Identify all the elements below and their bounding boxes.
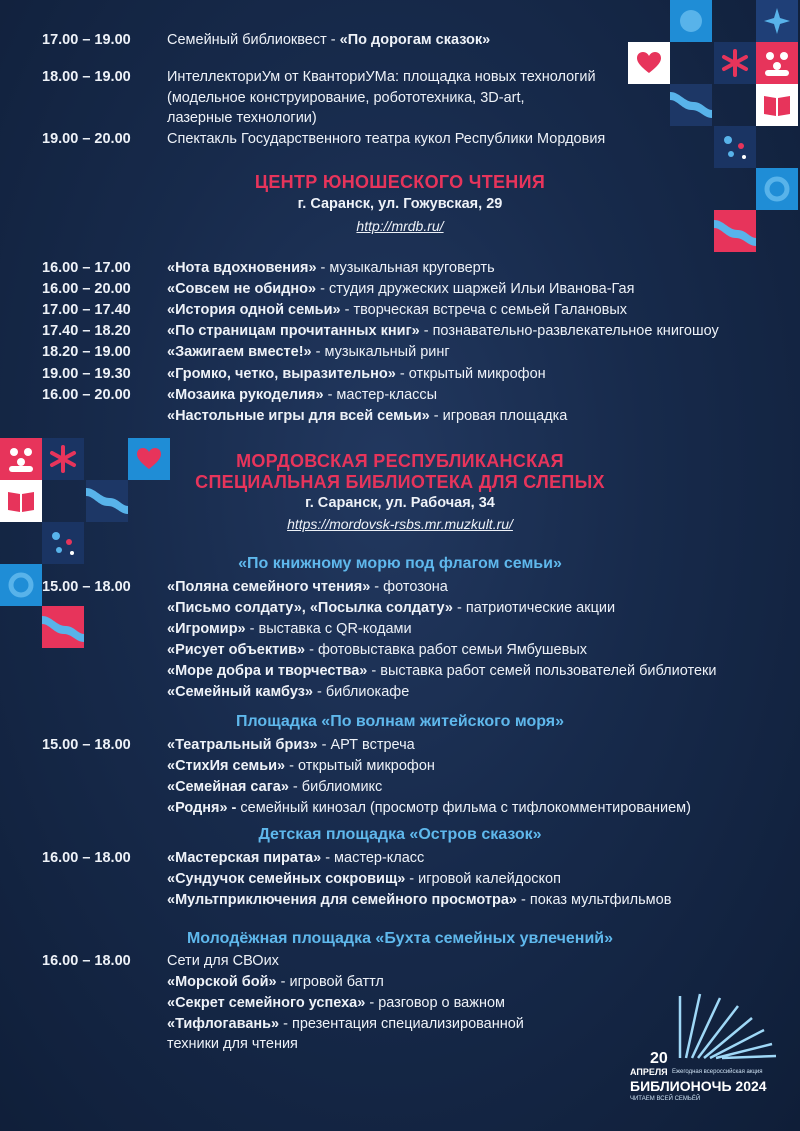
- event-desc: «Сундучок семейных сокровищ» - игровой калейдоскоп: [167, 871, 561, 887]
- sparkle-tile-icon: [756, 0, 798, 42]
- event-desc: «Игромир» - выставка с QR-кодами: [167, 621, 412, 637]
- venue-title-line2: СПЕЦИАЛЬНАЯ БИБЛИОТЕКА ДЛЯ СЛЕПЫХ: [195, 472, 605, 492]
- venue-title: ЦЕНТР ЮНОШЕСКОГО ЧТЕНИЯ: [254, 172, 546, 192]
- venue-address: г. Саранск, ул. Рабочая, 34: [305, 495, 495, 511]
- section-title: Молодёжная площадка «Бухта семейных увлечений»: [186, 930, 614, 947]
- book-tile-icon: [0, 480, 42, 522]
- wave-tile-icon: [714, 210, 756, 252]
- event-time: 17.00 – 19.00: [42, 32, 131, 48]
- event-desc: «Мозаика рукоделия» - мастер-классы: [167, 387, 438, 403]
- event-time: 16.00 – 20.00: [42, 387, 131, 403]
- heart-tile-icon: [628, 42, 670, 84]
- event-desc: «Мастерская пирата» - мастер-класс: [167, 850, 425, 866]
- event-desc: «Зажигаем вместе!» - музыкальный ринг: [167, 344, 450, 360]
- dots-tile-icon: [714, 126, 756, 168]
- event-time: 15.00 – 18.00: [42, 737, 131, 753]
- event-desc: техники для чтения: [167, 1036, 298, 1052]
- event-desc: «Поляна семейного чтения» - фотозона: [167, 579, 448, 595]
- event-time: 16.00 – 18.00: [42, 953, 131, 969]
- event-desc: «Родня» - семейный кинозал (просмотр фильма с тифлокомментированием): [167, 800, 691, 816]
- event-desc: «История одной семьи» - творческая встреча с семьей Галановых: [167, 302, 628, 318]
- event-time: 17.00 – 17.40: [42, 302, 131, 318]
- circle-tile-icon: [670, 0, 712, 42]
- venue-link[interactable]: https://mordovsk-rsbs.mr.muzkult.ru/: [287, 516, 513, 532]
- logo-subtitle: Ежегодная всероссийская акция: [672, 1069, 763, 1075]
- wave-tile-icon: [86, 480, 128, 522]
- venue-title-line1: МОРДОВСКАЯ РЕСПУБЛИКАНСКАЯ: [236, 451, 564, 471]
- section-title: Детская площадка «Остров сказок»: [258, 826, 542, 843]
- event-desc: Спектакль Государственного театра кукол Республики Мордовия: [167, 131, 606, 147]
- event-desc: «Семейная сага» - библиомикс: [167, 779, 383, 795]
- event-desc: ИнтеллекториУм от КванториУМа: площадка новых технологий: [167, 69, 596, 85]
- venue-address: г. Саранск, ул. Гожувская, 29: [297, 196, 503, 212]
- event-desc: «Мультприключения для семейного просмотра» - показ мультфильмов: [167, 892, 672, 908]
- ring-tile-icon: [0, 564, 42, 606]
- event-desc: «Театральный бриз» - АРТ встреча: [167, 737, 415, 753]
- wave-tile-icon: [42, 606, 84, 648]
- ring-tile-icon: [756, 168, 798, 210]
- event-time: 19.00 – 20.00: [42, 131, 131, 147]
- event-desc: «СтихИя семьи» - открытый микрофон: [167, 758, 435, 774]
- event-desc: «Совсем не обидно» - студия дружеских шаржей Ильи Иванова-Гая: [167, 281, 635, 297]
- logo-slogan: ЧИТАЕМ ВСЕЙ СЕМЬЁЙ: [630, 1096, 701, 1102]
- event-desc: «Секрет семейного успеха» - разговор о важном: [167, 995, 505, 1011]
- event-desc: «Семейный камбуз» - библиокафе: [167, 684, 410, 700]
- section-title: «По книжному морю под флагом семьи»: [238, 555, 562, 572]
- event-time: 16.00 – 17.00: [42, 260, 131, 276]
- event-time: 16.00 – 18.00: [42, 850, 131, 866]
- event-desc: лазерные технологии): [167, 110, 317, 126]
- event-desc: «По страницам прочитанных книг» - познавательно-развлекательное книгошоу: [167, 323, 719, 339]
- logo-month: АПРЕЛЯ: [630, 1067, 668, 1077]
- logo-day: 20: [650, 1050, 668, 1067]
- flower-tile-icon: [714, 42, 756, 84]
- event-desc: «Громко, четко, выразительно» - открытый микрофон: [167, 366, 546, 382]
- event-desc: «Тифлогавань» - презентация специализированной: [167, 1016, 524, 1032]
- section-title: Площадка «По волнам житейского моря»: [235, 713, 565, 730]
- event-time: 18.00 – 19.00: [42, 69, 131, 85]
- event-desc: «Нота вдохновения» - музыкальная круговерть: [167, 260, 495, 276]
- event-time: 19.00 – 19.30: [42, 366, 131, 382]
- biblionoch-logo: [628, 990, 778, 1110]
- event-time: 16.00 – 20.00: [42, 281, 131, 297]
- venue-link[interactable]: http://mrdb.ru/: [356, 218, 444, 234]
- event-desc: «Рисует объектив» - фотовыставка работ семьи Ямбушевых: [167, 642, 587, 658]
- event-desc: Сети для СВОих: [167, 953, 279, 969]
- event-desc: «Море добра и творчества» - выставка работ семей пользователей библиотеки: [167, 663, 717, 679]
- book-tile-icon: [756, 84, 798, 126]
- event-time: 15.00 – 18.00: [42, 579, 131, 595]
- event-time: 17.40 – 18.20: [42, 323, 131, 339]
- dots-tile-icon: [42, 522, 84, 564]
- event-desc: «Письмо солдату», «Посылка солдату» - патриотические акции: [167, 600, 616, 616]
- wave-tile-icon: [670, 84, 712, 126]
- event-desc: (модельное конструирование, робототехника, 3D-art,: [167, 90, 525, 106]
- event-time: 18.20 – 19.00: [42, 344, 131, 360]
- event-desc: «Настольные игры для всей семьи» - игровая площадка: [167, 408, 568, 424]
- event-desc: Семейный библиоквест - «По дорогам сказок»: [167, 32, 491, 48]
- family-tile-icon: [756, 42, 798, 84]
- logo-name: БИБЛИОНОЧЬ 2024: [630, 1078, 767, 1094]
- event-desc: «Морской бой» - игровой баттл: [167, 974, 384, 990]
- family-tile-icon: [0, 438, 42, 480]
- heart-tile-icon: [128, 438, 170, 480]
- flower-tile-icon: [42, 438, 84, 480]
